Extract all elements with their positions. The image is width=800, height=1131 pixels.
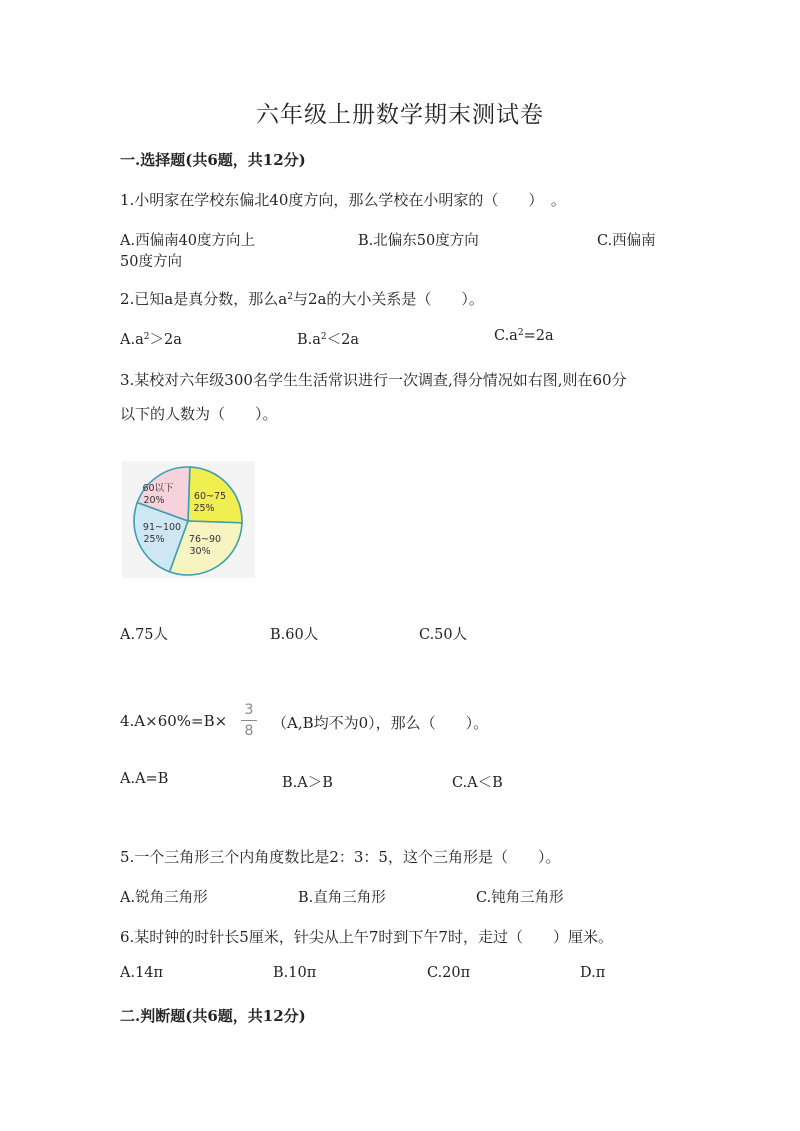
fraction-bar	[241, 720, 257, 721]
q4-option-c: C.A＜B	[452, 775, 503, 791]
q2-option-c: $C.a^2=2a$	[494, 328, 554, 344]
q5-option-c: C.钝角三角形	[476, 890, 564, 906]
q6-option-c: C.20π	[427, 965, 471, 981]
question-4-post: （A,B均不为0），那么（ ）。	[272, 714, 489, 732]
pie-label-under-60: 60以下	[142, 483, 174, 494]
q5-option-a: A.锐角三角形	[120, 890, 208, 906]
q1-option-c: C.西偏南	[597, 233, 656, 249]
q2-option-b: $B.a^2<2a$	[297, 332, 360, 348]
pie-label-91-100: 91~100	[142, 522, 182, 533]
fraction-denominator: 8	[244, 723, 254, 739]
q4-option-b: B.A＞B	[282, 775, 333, 791]
question-3-line-1: 3.某校对六年级300名学生生活常识进行一次调查,得分情况如右图,则在60分	[120, 371, 627, 389]
q3-option-b: B.60人	[270, 627, 319, 643]
q1-option-c-continued: 50度方向	[120, 254, 182, 270]
q2-option-a: $A.a^2>2a$	[120, 332, 182, 348]
pie-pct-91-100: 25%	[143, 534, 165, 545]
q4-option-a: A.A=B	[120, 771, 169, 787]
pie-svg	[122, 461, 255, 578]
q3-option-c: C.50人	[419, 627, 468, 643]
fraction-three-eighths	[240, 702, 258, 739]
q6-option-a: A.14π	[120, 965, 164, 981]
q3-option-a: A.75人	[120, 627, 169, 643]
question-1: 1.小明家在学校东偏北40度方向，那么学校在小明家的（ ） 。	[120, 191, 566, 209]
q1-option-b: B.北偏东50度方向	[358, 233, 479, 249]
q6-option-b: B.10π	[273, 965, 317, 981]
q5-option-b: B.直角三角形	[298, 890, 386, 906]
pie-label-76-90: 76~90	[188, 534, 222, 545]
section-heading-choice: 一.选择题(共6题，共12分)	[120, 151, 306, 169]
question-5: 5.一个三角形三个内角度数比是2：3：5，这个三角形是（ ）。	[120, 848, 561, 866]
pie-label-60-75: 60~75	[193, 491, 227, 502]
question-3-line-2: 以下的人数为（ ）。	[120, 405, 278, 423]
question-6: 6.某时钟的时针长5厘米，针尖从上午7时到下午7时，走过（ ）厘米。	[120, 928, 613, 946]
score-pie-chart	[122, 461, 255, 578]
pie-pct-under-60: 20%	[143, 495, 165, 506]
question-4-pre: 4.A×60%=B×	[120, 712, 228, 730]
q1-option-a: A.西偏南40度方向上	[120, 233, 256, 249]
question-2: 2.已知a是真分数，那么$a^2$与2a的大小关系是（ ）。	[120, 290, 484, 308]
section-heading-judgement: 二.判断题(共6题，共12分)	[120, 1007, 306, 1025]
page-title: 六年级上册数学期末测试卷	[256, 102, 544, 128]
fraction-numerator: 3	[244, 702, 254, 718]
q6-option-d: D.π	[580, 965, 606, 981]
pie-pct-60-75: 25%	[193, 503, 215, 514]
pie-pct-76-90: 30%	[189, 546, 211, 557]
